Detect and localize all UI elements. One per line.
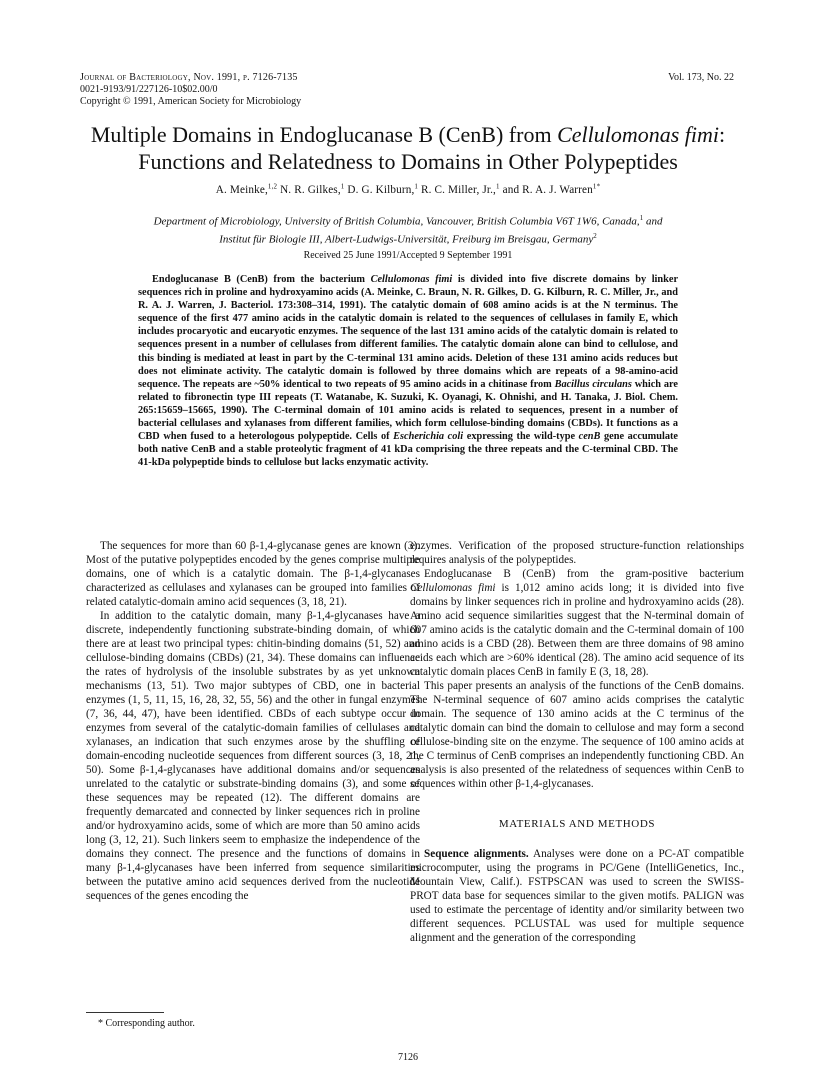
- journal-citation: Journal of Bacteriology, Nov. 1991, p. 7126-7135: [80, 72, 298, 83]
- left-column: [86, 539, 420, 903]
- footnote: * Corresponding author.: [98, 1018, 195, 1029]
- journal-code: 0021-9193/91/227126-10$02.00/0: [80, 84, 218, 95]
- affiliation-2: Institut für Biologie III, Albert-Ludwigs-Universität, Freiburg im Breisgau, Germany: [219, 233, 594, 246]
- paragraph: enzymes. Verification of the proposed structure-function relationships requires analysis of the polypeptides.: [410, 540, 744, 566]
- run-in-heading: Sequence alignments.: [424, 848, 529, 860]
- section-heading: MATERIALS AND METHODS: [498, 818, 656, 830]
- paper-title: [70, 121, 746, 175]
- footnote-divider: [86, 1012, 164, 1013]
- paragraph: This paper presents an analysis of the functions of the CenB domains. The N-terminal sequence of 607 amino acids comprises the catalytic domain. The sequence of 130 amino acids at the C terminus of the catalytic domain can bind the domain to cellulose and may form a second cellulose-binding site on the enzyme. The sequence of 100 amino acids at the C terminus of CenB comprises an independently functioning CBD. An analysis is also presented of the relatedness of sequences within CenB to sequences within other β-1,4-glycanases.: [410, 680, 744, 790]
- paragraph: Endoglucanase B (CenB) from the gram-positive bacterium Cellulomonas fimi is 1,012 amino acids long; it is divided into five domains by linker sequences rich in proline and hydroxyamino acids (28). Amino acid sequence similarities suggest that the N-terminal domain of 607 amino acids is the catalytic domain and the C-terminal domain of 100 amino acids is a CBD (28). Between them are three domains of 98 amino acids each which are >60% identical (28). The amino acid sequence of its catalytic domain places CenB in family E (3, 18, 28).: [410, 568, 744, 678]
- paragraph: In addition to the catalytic domain, many β-1,4-glycanases have a discrete, independently functioning substrate-binding domain, of which there are at least two principal types: chitin-binding domains (51, 52) and cellulose-binding domains (CBDs) (21, 34). These domains can influence the rates of hydrolysis of the insoluble substrates by as yet unknown mechanisms (13, 51). Two major subtypes of CBD, one in bacterial enzymes (1, 5, 11, 15, 16, 28, 32, 55, 56) and the other in fungal enzymes (7, 36, 44, 47), have been identified. CBDs of each subtype occur in enzymes from several of the catalytic-domain families of cellulases and xylanases, an indication that such enzymes arose by the shuffling of domain-encoding nucleotide sequences from different sources (3, 18, 21, 50). Some β-1,4-glycanases have additional domains and/or sequences unrelated to the catalytic or substrate-binding domains (3), and some of these sequences may be repeated (12). The different domains are frequently demarcated and connected by linker sequences rich in proline and/or hydroxyamino acids, some of which are more than 50 amino acids long (3, 12, 21). Such linkers seem to emphasize the independence of the domains they connect. The presence and the functions of domains in many β-1,4-glycanases have been inferred from sequence similarities between the putative amino acid sequences derived from the nucleotide sequences of the genes encoding the: [86, 610, 420, 902]
- author-list: [70, 182, 746, 196]
- paragraph: The sequences for more than 60 β-1,4-glycanase genes are known (3). Most of the putative polypeptides encoded by the genes comprise multiple domains, one of which is a catalytic domain. The β-1,4-glycanases characterized as cellulases and xylanases can be grouped into families of related catalytic-domain amino acid sequences (3, 18, 21).: [86, 540, 420, 608]
- volume-issue: Vol. 173, No. 22: [668, 72, 734, 83]
- affiliations: Department of Microbiology, University of British Columbia, Vancouver, British Columbia V6T 1W6, Canada,$^1$ and Institut für Biologie III, Albert-Ludwigs-Universität, Freiburg im Breisgau, Germany$^2$: [153, 214, 663, 246]
- page-number: 7126: [398, 1052, 418, 1063]
- affiliation-1: Department of Microbiology, University of British Columbia, Vancouver, British Columbia V6T 1W6, Canada,: [153, 215, 640, 228]
- received-dates: Received 25 June 1991/Accepted 9 September 1991: [303, 250, 513, 261]
- author: and R. A. J. Warren$^{1*}$: [502, 182, 601, 196]
- author: R. C. Miller, Jr.,$^1$: [421, 182, 500, 196]
- title-organism: Cellulomonas fimi: [557, 122, 720, 147]
- copyright-line: Copyright © 1991, American Society for Microbiology: [80, 96, 302, 107]
- title-text-2: : Functions and Relatedness to Domains in Other Polypeptides: [138, 122, 726, 174]
- author: A. Meinke,$^{1,2}$: [215, 182, 278, 196]
- author: D. G. Kilburn,$^1$: [347, 182, 419, 196]
- paragraph: Sequence alignments. Analyses were done on a PC-AT compatible microcomputer, using the programs in PC/Gene (IntelliGenetics, Inc., Mountain View, Calif.). FSTPSCAN was used to screen the SWISS-PROT data base for sequences similar to the given motifs. PALIGN was used to estimate the percentage of identity and/or similarity between two different sequences. PCLUSTAL was used for multiple sequence alignment and the generation of the corresponding: [410, 848, 744, 944]
- right-column: [410, 539, 744, 945]
- author: N. R. Gilkes,$^1$: [280, 182, 345, 196]
- abstract: Endoglucanase B (CenB) from the bacterium Cellulomonas fimi is divided into five discrete domains by linker sequences rich in proline and hydroxyamino acids (A. Meinke, C. Braun, N. R. Gilkes, D. G. Kilburn, R. C. Miller, Jr., and R. A. J. Warren, J. Bacteriol. 173:308–314, 1991). The catalytic domain of 608 amino acids is at the N terminus. The sequence of the first 477 amino acids in the catalytic domain is related to the sequences of cellulases in family E, which includes procaryotic and eucaryotic enzymes. The sequence of the last 131 amino acids of the catalytic domain is related to sequences present in a number of cellulases from different families. The catalytic domain alone can bind to cellulose, and this binding is mediated at least in part by the C-terminal 131 amino acids. Deletion of these 131 amino acids reduces but does not eliminate activity. The catalytic domain is followed by three domains which are repeats of a 98-amino-acid sequence. The repeats are ~50% identical to two repeats of 95 amino acids in a chitinase from Bacillus circulans which are related to fibronectin type III repeats (T. Watanabe, K. Suzuki, K. Oyanagi, K. Ohnishi, and H. Tanaka, J. Biol. Chem. 265:15659–15665, 1990). The C-terminal domain of 101 amino acids is related to sequences, present in a number of bacterial cellulases and xylanases from different families, which form cellulose-binding domains (CBDs). It functions as a CBD when fused to a heterologous polypeptide. Cells of Escherichia coli expressing the wild-type cenB gene accumulate both native CenB and a stable proteolytic fragment of 41 kDa comprising the three repeats and the C-terminal CBD. The 41-kDa polypeptide binds to cellulose but lacks enzymatic activity.: [138, 274, 679, 469]
- title-text-1: Multiple Domains in Endoglucanase B (CenB) from: [90, 122, 558, 147]
- journal-header: [80, 72, 301, 108]
